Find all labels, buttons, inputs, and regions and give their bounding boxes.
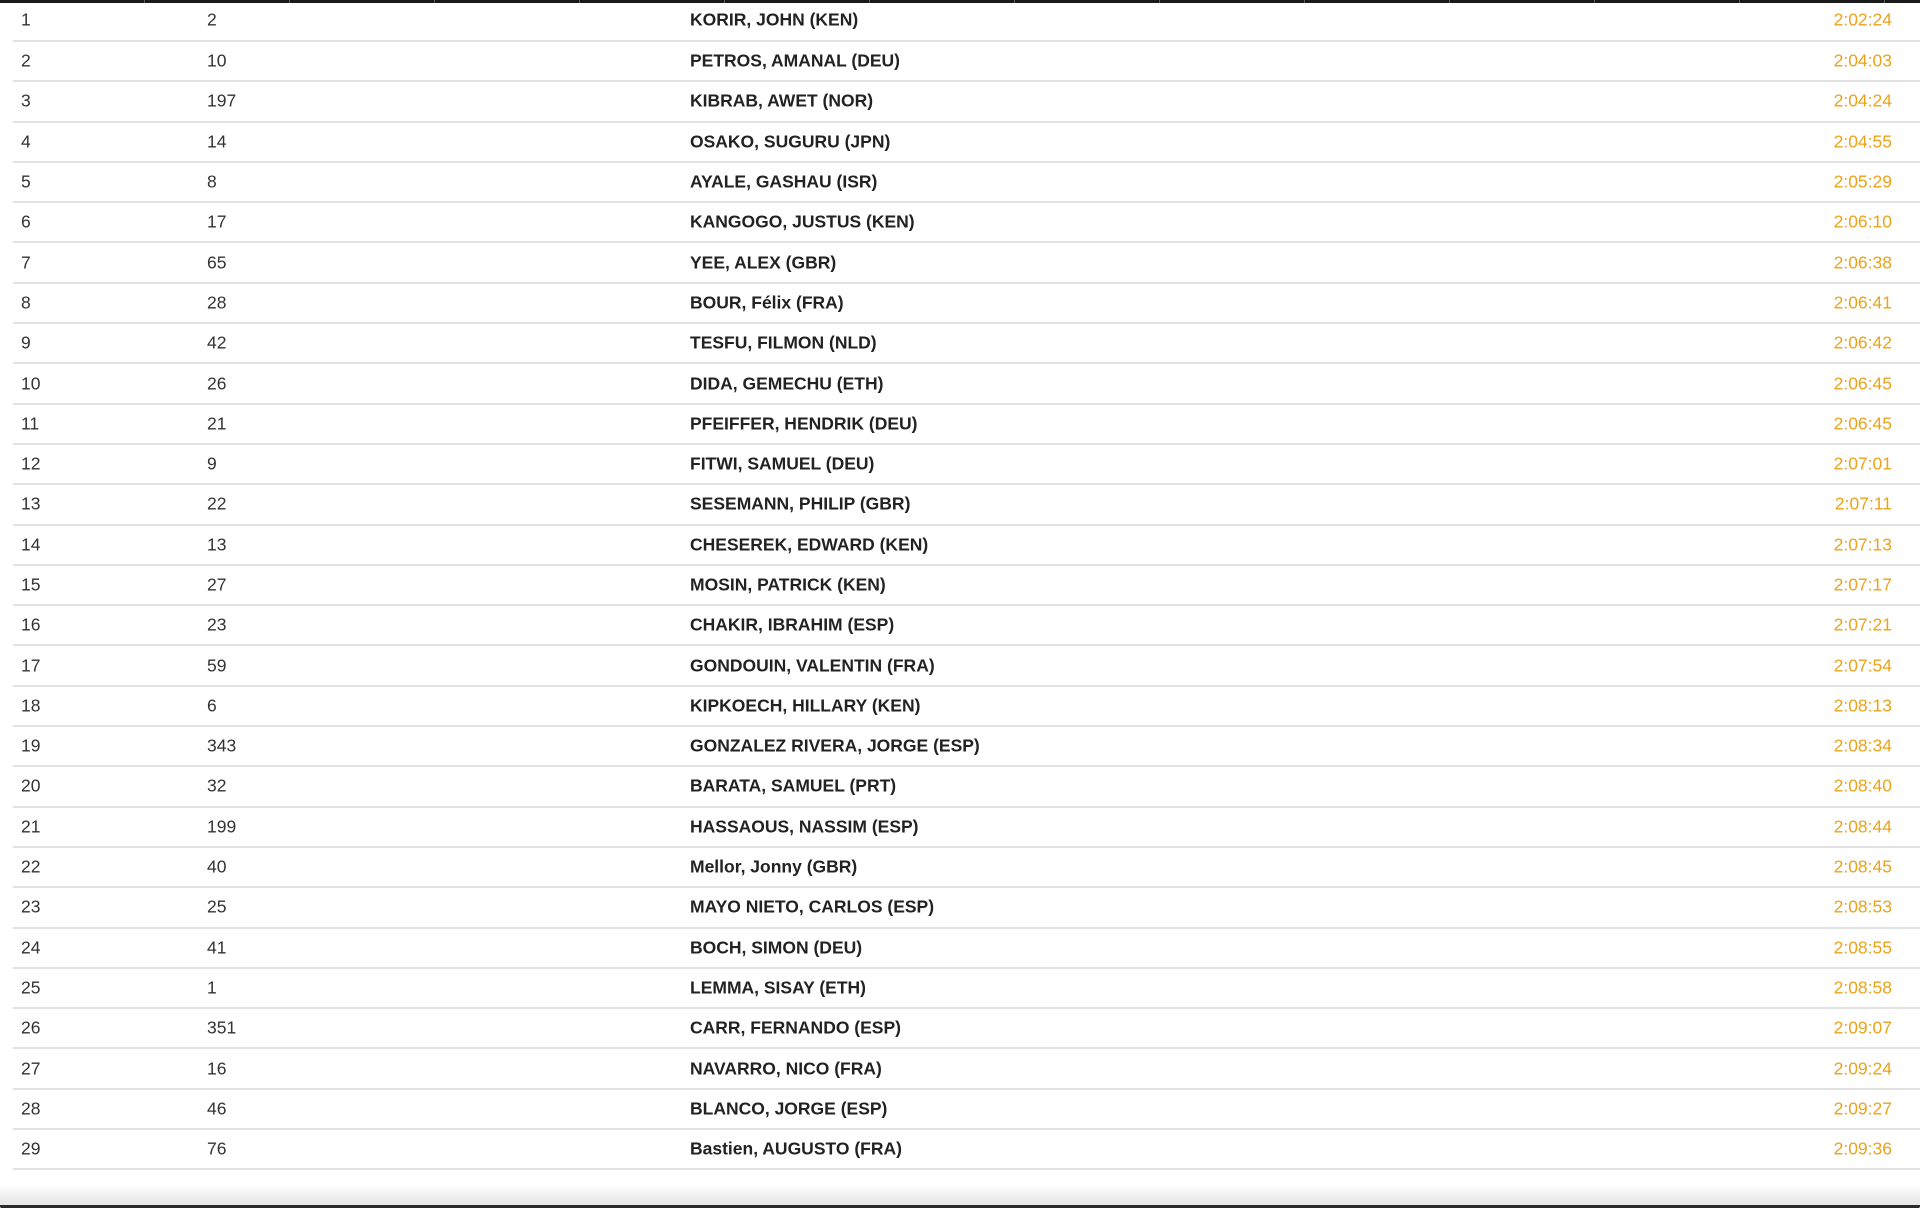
finish-time-cell: 2:04:55 <box>1833 131 1892 152</box>
bib-cell: 22 <box>207 493 227 514</box>
table-row[interactable] <box>13 203 1920 243</box>
bib-cell: 42 <box>207 332 227 353</box>
bib-cell: 41 <box>207 937 227 958</box>
finish-time-cell: 2:08:58 <box>1833 977 1892 998</box>
place-cell: 26 <box>21 1017 41 1038</box>
bib-cell: 16 <box>207 1058 227 1079</box>
table-row[interactable] <box>13 566 1920 606</box>
place-cell: 9 <box>21 332 31 353</box>
finish-time-cell: 2:07:13 <box>1833 534 1892 555</box>
finish-time-cell: 2:07:01 <box>1833 453 1892 474</box>
table-row[interactable] <box>13 808 1920 848</box>
athlete-name-cell[interactable]: BOCH, SIMON (DEU) <box>690 937 863 958</box>
place-cell: 25 <box>21 977 41 998</box>
athlete-name-cell[interactable]: KORIR, JOHN (KEN) <box>690 9 859 30</box>
table-row[interactable] <box>13 767 1920 807</box>
finish-time-cell: 2:04:03 <box>1833 50 1892 71</box>
table-row[interactable] <box>13 445 1920 485</box>
finish-time-cell: 2:09:07 <box>1833 1017 1892 1038</box>
table-row[interactable] <box>13 929 1920 969</box>
bib-cell: 21 <box>207 413 227 434</box>
table-row[interactable] <box>13 646 1920 686</box>
place-cell: 10 <box>21 373 41 394</box>
athlete-name-cell[interactable]: GONDOUIN, VALENTIN (FRA) <box>690 655 935 676</box>
place-cell: 1 <box>21 9 31 30</box>
athlete-name-cell[interactable]: KIBRAB, AWET (NOR) <box>690 90 874 111</box>
athlete-name-cell[interactable]: Bastien, AUGUSTO (FRA) <box>690 1138 902 1159</box>
finish-time-cell: 2:08:13 <box>1833 695 1892 716</box>
finish-time-cell: 2:06:10 <box>1833 211 1892 232</box>
finish-time-cell: 2:09:24 <box>1833 1058 1892 1079</box>
finish-time-cell: 2:02:24 <box>1833 9 1892 30</box>
table-row[interactable] <box>13 526 1920 566</box>
place-cell: 13 <box>21 493 41 514</box>
place-cell: 8 <box>21 292 31 313</box>
finish-time-cell: 2:06:45 <box>1833 373 1892 394</box>
bib-cell: 1 <box>207 977 217 998</box>
bib-cell: 25 <box>207 896 227 917</box>
athlete-name-cell[interactable]: MOSIN, PATRICK (KEN) <box>690 574 886 595</box>
athlete-name-cell[interactable]: NAVARRO, NICO (FRA) <box>690 1058 882 1079</box>
athlete-name-cell[interactable]: HASSAOUS, NASSIM (ESP) <box>690 816 919 837</box>
place-cell: 18 <box>21 695 41 716</box>
table-row[interactable] <box>13 848 1920 888</box>
athlete-name-cell[interactable]: SESEMANN, PHILIP (GBR) <box>690 493 911 514</box>
finish-time-cell: 2:09:36 <box>1833 1138 1892 1159</box>
place-cell: 23 <box>21 896 41 917</box>
finish-time-cell: 2:09:27 <box>1833 1098 1892 1119</box>
bib-cell: 14 <box>207 131 227 152</box>
place-cell: 2 <box>21 50 31 71</box>
athlete-name-cell[interactable]: BARATA, SAMUEL (PRT) <box>690 775 897 796</box>
bib-cell: 8 <box>207 171 217 192</box>
table-row[interactable] <box>13 1009 1920 1049</box>
table-row[interactable] <box>13 324 1920 364</box>
table-row[interactable] <box>13 969 1920 1009</box>
results-table <box>13 0 1920 1170</box>
place-cell: 5 <box>21 171 31 192</box>
athlete-name-cell[interactable]: TESFU, FILMON (NLD) <box>690 332 877 353</box>
bib-cell: 59 <box>207 655 227 676</box>
finish-time-cell: 2:08:34 <box>1833 735 1892 756</box>
finish-time-cell: 2:07:54 <box>1833 655 1892 676</box>
athlete-name-cell[interactable]: FITWI, SAMUEL (DEU) <box>690 453 875 474</box>
bib-cell: 46 <box>207 1098 227 1119</box>
finish-time-cell: 2:08:40 <box>1833 775 1892 796</box>
place-cell: 3 <box>21 90 31 111</box>
bib-cell: 40 <box>207 856 227 877</box>
finish-time-cell: 2:06:38 <box>1833 252 1892 273</box>
athlete-name-cell[interactable]: PFEIFFER, HENDRIK (DEU) <box>690 413 918 434</box>
place-cell: 19 <box>21 735 41 756</box>
place-cell: 16 <box>21 614 41 635</box>
finish-time-cell: 2:08:45 <box>1833 856 1892 877</box>
athlete-name-cell[interactable]: GONZALEZ RIVERA, JORGE (ESP) <box>690 735 980 756</box>
bib-cell: 6 <box>207 695 217 716</box>
athlete-name-cell[interactable]: YEE, ALEX (GBR) <box>690 252 837 273</box>
table-row[interactable] <box>13 485 1920 525</box>
bib-cell: 343 <box>207 735 237 756</box>
bib-cell: 27 <box>207 574 227 595</box>
athlete-name-cell[interactable]: BOUR, Félix (FRA) <box>690 292 844 313</box>
place-cell: 20 <box>21 775 41 796</box>
athlete-name-cell[interactable]: KIPKOECH, HILLARY (KEN) <box>690 695 921 716</box>
bib-cell: 197 <box>207 90 237 111</box>
table-row[interactable] <box>13 42 1920 82</box>
place-cell: 22 <box>21 856 41 877</box>
table-row[interactable] <box>13 1049 1920 1089</box>
athlete-name-cell[interactable]: CARR, FERNANDO (ESP) <box>690 1017 901 1038</box>
bib-cell: 351 <box>207 1017 237 1038</box>
bib-cell: 28 <box>207 292 227 313</box>
finish-time-cell: 2:08:55 <box>1833 937 1892 958</box>
bib-cell: 17 <box>207 211 227 232</box>
table-row[interactable] <box>13 606 1920 646</box>
table-row[interactable] <box>13 687 1920 727</box>
place-cell: 15 <box>21 574 41 595</box>
table-row[interactable] <box>13 243 1920 283</box>
table-row[interactable] <box>13 405 1920 445</box>
place-cell: 11 <box>21 413 40 434</box>
athlete-name-cell[interactable]: DIDA, GEMECHU (ETH) <box>690 373 884 394</box>
place-cell: 29 <box>21 1138 41 1159</box>
place-cell: 28 <box>21 1098 41 1119</box>
table-row[interactable] <box>13 82 1920 122</box>
athlete-name-cell[interactable]: CHESEREK, EDWARD (KEN) <box>690 534 929 555</box>
place-cell: 27 <box>21 1058 41 1079</box>
finish-time-cell: 2:05:29 <box>1833 171 1892 192</box>
finish-time-cell: 2:07:11 <box>1834 493 1892 514</box>
finish-time-cell: 2:06:41 <box>1833 292 1892 313</box>
table-row[interactable] <box>13 284 1920 324</box>
finish-time-cell: 2:07:21 <box>1833 614 1892 635</box>
bib-cell: 65 <box>207 252 227 273</box>
place-cell: 6 <box>21 211 31 232</box>
athlete-name-cell[interactable]: CHAKIR, IBRAHIM (ESP) <box>690 614 895 635</box>
table-row[interactable] <box>13 123 1920 163</box>
place-cell: 24 <box>21 937 41 958</box>
bib-cell: 199 <box>207 816 237 837</box>
bib-cell: 13 <box>207 534 227 555</box>
place-cell: 17 <box>21 655 41 676</box>
bib-cell: 26 <box>207 373 227 394</box>
athlete-name-cell[interactable]: LEMMA, SISAY (ETH) <box>690 977 866 998</box>
athlete-name-cell[interactable]: OSAKO, SUGURU (JPN) <box>690 131 891 152</box>
table-row[interactable] <box>13 1130 1920 1170</box>
bib-cell: 2 <box>207 9 217 30</box>
bib-cell: 23 <box>207 614 227 635</box>
finish-time-cell: 2:07:17 <box>1833 574 1892 595</box>
table-row[interactable] <box>13 0 1920 42</box>
athlete-name-cell[interactable]: Mellor, Jonny (GBR) <box>690 856 858 877</box>
table-row[interactable] <box>13 727 1920 767</box>
athlete-name-cell[interactable]: KANGOGO, JUSTUS (KEN) <box>690 211 915 232</box>
bib-cell: 32 <box>207 775 227 796</box>
finish-time-cell: 2:08:44 <box>1833 816 1892 837</box>
table-row[interactable] <box>13 1090 1920 1130</box>
bib-cell: 9 <box>207 453 217 474</box>
athlete-name-cell[interactable]: PETROS, AMANAL (DEU) <box>690 50 900 71</box>
finish-time-cell: 2:04:24 <box>1833 90 1892 111</box>
table-row[interactable] <box>13 888 1920 928</box>
place-cell: 14 <box>21 534 41 555</box>
athlete-name-cell[interactable]: BLANCO, JORGE (ESP) <box>690 1098 888 1119</box>
table-row[interactable] <box>13 364 1920 404</box>
athlete-name-cell[interactable]: AYALE, GASHAU (ISR) <box>690 171 878 192</box>
finish-time-cell: 2:08:53 <box>1833 896 1892 917</box>
place-cell: 21 <box>21 816 41 837</box>
finish-time-cell: 2:06:45 <box>1833 413 1892 434</box>
finish-time-cell: 2:06:42 <box>1833 332 1892 353</box>
place-cell: 4 <box>21 131 31 152</box>
athlete-name-cell[interactable]: MAYO NIETO, CARLOS (ESP) <box>690 896 935 917</box>
place-cell: 7 <box>21 252 31 273</box>
bib-cell: 76 <box>207 1138 227 1159</box>
place-cell: 12 <box>21 453 41 474</box>
bib-cell: 10 <box>207 50 227 71</box>
table-row[interactable] <box>13 163 1920 203</box>
